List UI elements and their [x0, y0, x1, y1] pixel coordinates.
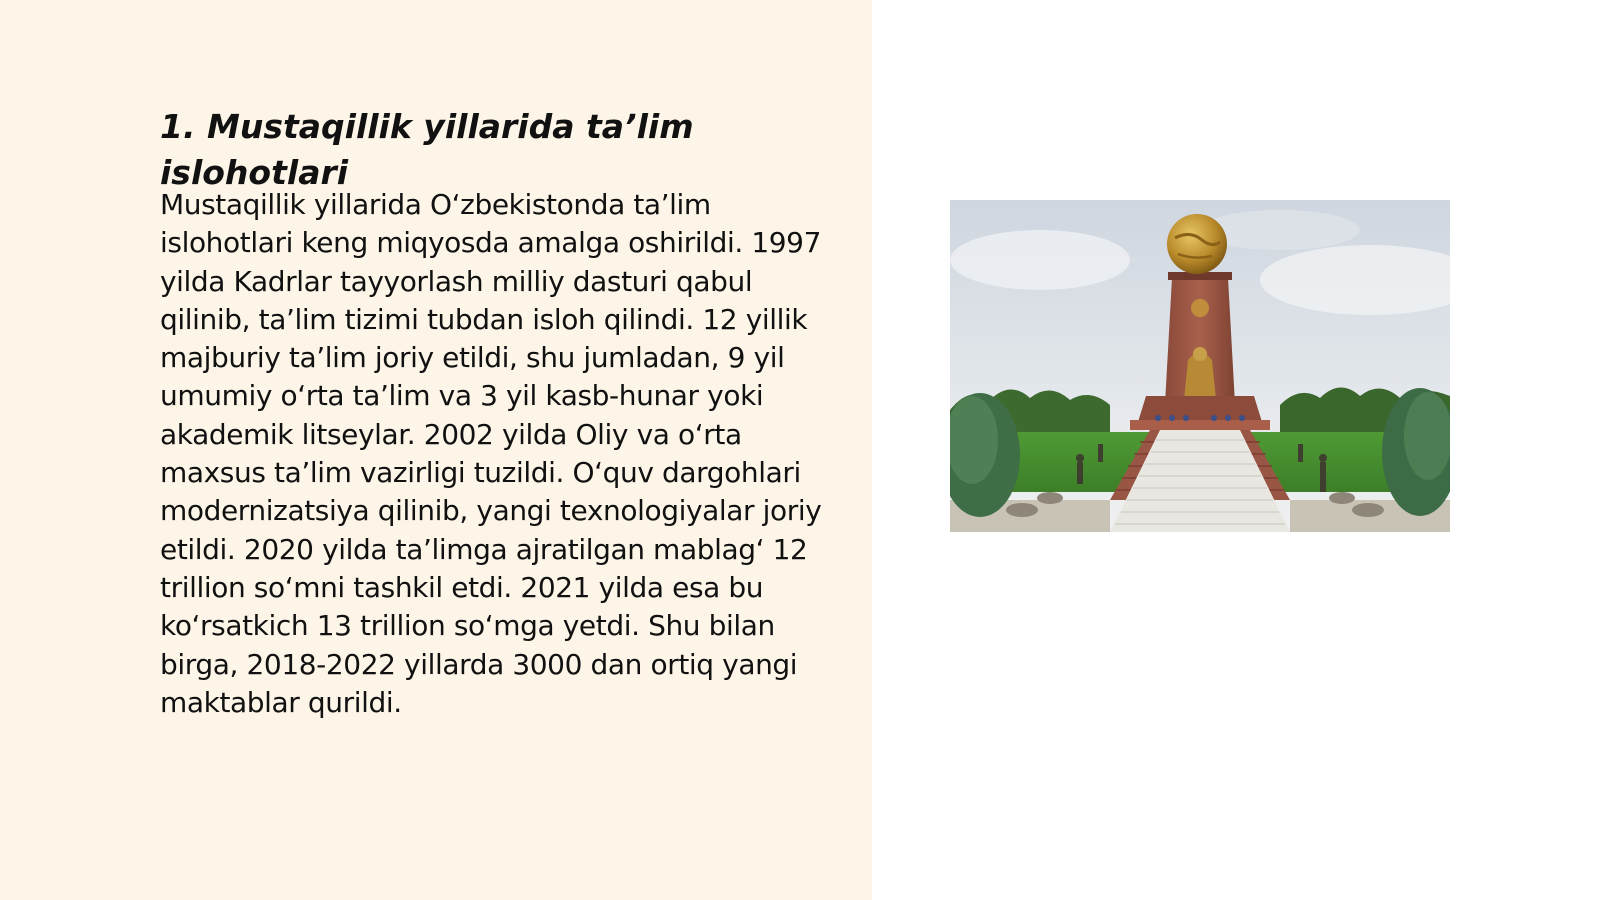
slide-title: 1. Mustaqillik yillarida ta’lim islohotlari — [160, 107, 694, 192]
independence-monument-photo — [950, 200, 1450, 532]
monument-illustration — [950, 200, 1450, 532]
slide-body-text: Mustaqillik yillarida O‘zbekistonda ta’lim islohotlari keng miqyosda amalga oshirildi. 1997 yilda Kadrlar tayyorlash milliy dasturi qabul qilinib, ta’lim tizimi tubdan isloh qilindi. 12 yillik majburiy ta’lim joriy etildi, shu jumladan, 9 yil umumiy o‘rta ta’lim va 3 yil kasb-hunar yoki akademik litseylar. 2002 yilda Oliy va o‘rta maxsus ta’lim vazirligi tuzildi. O‘quv dargohlari modernizatsiya qilinib, yangi texnologiyalar joriy etildi. 2020 yilda ta’limga ajratilgan mablag‘ 12 trillion so‘mni tashkil etdi. 2021 yilda esa bu ko‘rsatkich 13 trillion so‘mga yetdi. Shu bilan birga, 2018-2022 yillarda 3000 dan ortiq yangi maktablar qurildi. — [160, 188, 822, 719]
